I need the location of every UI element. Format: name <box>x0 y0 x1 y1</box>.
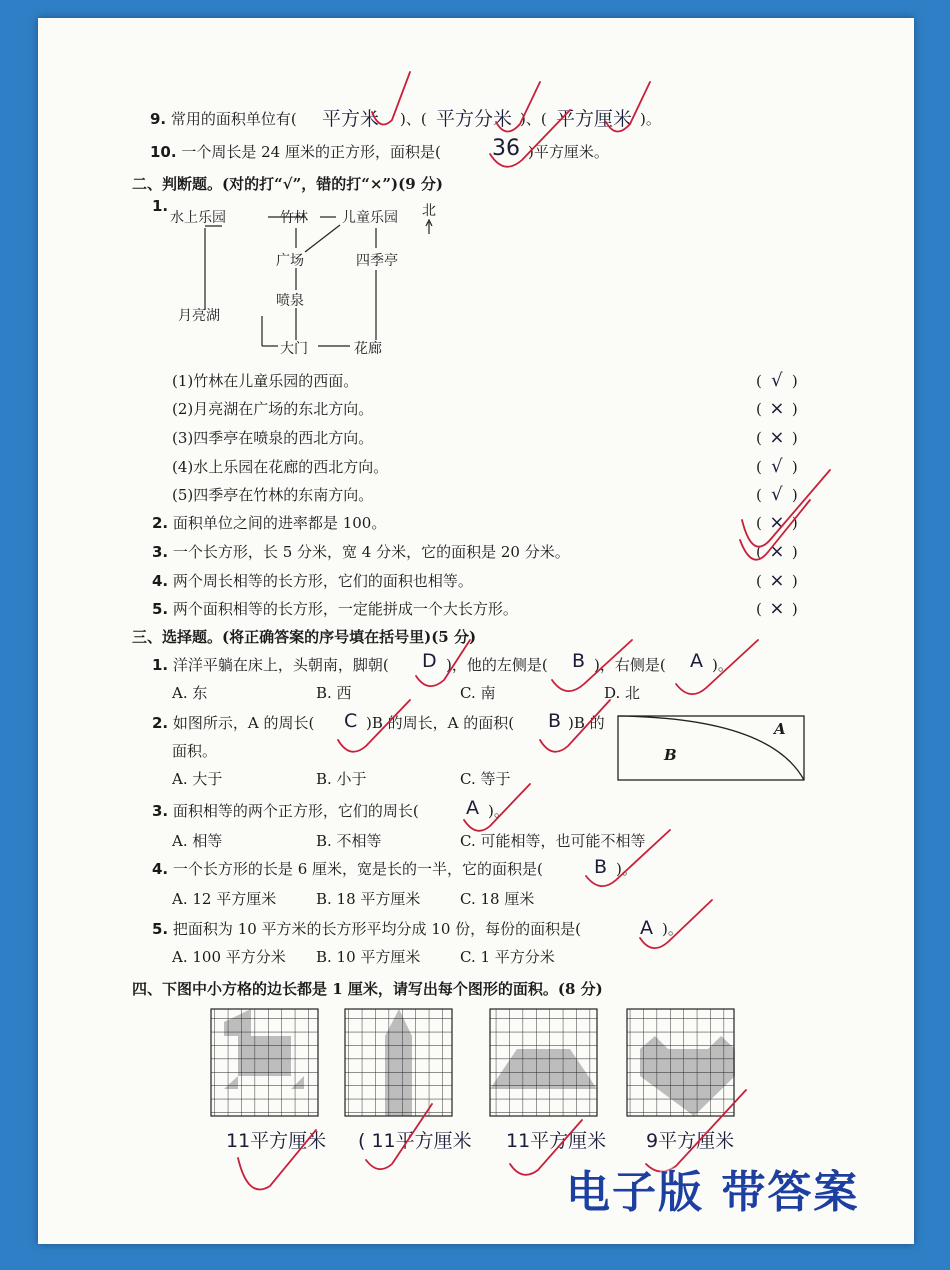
map-label-ertong: 儿童乐园 <box>342 210 398 226</box>
question-text: )B 的周长，A 的面积( <box>366 714 515 732</box>
judge-mark: × <box>769 427 785 448</box>
question-text: )。 <box>488 802 509 820</box>
judge-subitem: (4)水上乐园在花廊的西北方向。 <box>172 458 389 476</box>
map-label-yueliang: 月亮湖 <box>178 308 220 324</box>
judge-mark: × <box>769 570 785 591</box>
answer-blank: A <box>466 797 479 819</box>
option: B. 西 <box>316 684 352 702</box>
answer-blank: 平方厘米 <box>556 108 633 130</box>
question-number: 1. <box>152 656 169 674</box>
question-text: 一个周长是 24 厘米的正方形，面积是( <box>181 143 441 161</box>
figure-label-b: B <box>664 746 677 764</box>
judge-mark: √ <box>771 456 783 477</box>
answer-blank: 36 <box>492 136 520 161</box>
question-number: 3. <box>152 543 169 561</box>
question-number: 5. <box>152 600 169 618</box>
map-label-guangchang: 广场 <box>276 253 304 269</box>
separator: )。 <box>640 110 661 128</box>
map-label-north: 北 <box>422 203 436 219</box>
option: C. 南 <box>460 684 496 702</box>
question-text: )，他的左侧是( <box>446 656 548 674</box>
judge-subitem: (3)四季亭在喷泉的西北方向。 <box>172 429 374 447</box>
question-number: 4. <box>152 572 169 590</box>
judge-bracket: ( × ) <box>756 512 798 533</box>
option: C. 等于 <box>460 770 511 788</box>
question-text: 面积。 <box>172 742 218 760</box>
question-text: 把面积为 10 平方米的长方形平均分成 10 份，每份的面积是( <box>172 920 582 938</box>
separator: )、( <box>400 110 427 128</box>
question-text: )B 的 <box>568 714 605 732</box>
grid-answer-2: ( 11平方厘米 <box>358 1130 472 1152</box>
question-number: 4. <box>152 860 169 878</box>
question-text: 一个长方形，长 5 分米，宽 4 分米，它的面积是 20 分米。 <box>172 543 570 561</box>
question-text: )。 <box>712 656 733 674</box>
map-label-shuishang: 水上乐园 <box>170 210 226 226</box>
question-text: 两个周长相等的长方形，它们的面积也相等。 <box>172 572 473 590</box>
question-text: 常用的面积单位有( <box>170 110 297 128</box>
judge-subitem: (1)竹林在儿童乐园的西面。 <box>172 372 359 390</box>
judge-mark: × <box>769 512 785 533</box>
option: A. 东 <box>172 684 208 702</box>
option: B. 10 平方厘米 <box>316 948 421 966</box>
watermark-text: 电子版 带答案 <box>566 1167 860 1218</box>
map-label-hualang: 花廊 <box>354 341 382 357</box>
judge-mark: √ <box>771 484 783 505</box>
judge-mark: × <box>769 598 785 619</box>
option: A. 100 平方分米 <box>172 948 286 966</box>
answer-blank: 平方米 <box>322 108 380 130</box>
answer-blank: A <box>640 917 653 939</box>
option: C. 可能相等，也可能不相等 <box>460 832 646 850</box>
map-label-penquan: 喷泉 <box>276 293 304 309</box>
section-2-title: 二、判断题。(对的打“√”，错的打“×”)(9 分) <box>132 175 443 193</box>
grid-answer-4: 9平方厘米 <box>646 1130 735 1152</box>
judge-subitem: (5)四季亭在竹林的东南方向。 <box>172 486 374 504</box>
option: D. 北 <box>604 684 641 702</box>
question-text-end: )平方厘米。 <box>528 143 609 161</box>
judge-bracket: ( × ) <box>756 398 798 419</box>
judge-bracket: ( × ) <box>756 570 798 591</box>
question-number: 9. <box>150 110 167 128</box>
question-text: )。 <box>616 860 637 878</box>
question-number: 2. <box>152 514 169 532</box>
answer-blank: C <box>344 710 358 732</box>
map-label-damen: 大门 <box>280 341 308 357</box>
option: A. 大于 <box>172 770 223 788</box>
question-text: )。 <box>662 920 683 938</box>
question-text: 如图所示，A 的周长( <box>172 714 315 732</box>
figure-label-a: A <box>774 720 786 738</box>
question-text: 面积相等的两个正方形，它们的周长( <box>172 802 419 820</box>
judge-bracket: ( × ) <box>756 598 798 619</box>
option: B. 不相等 <box>316 832 382 850</box>
judge-bracket: ( √ ) <box>756 484 798 505</box>
separator: )、( <box>520 110 547 128</box>
judge-mark: × <box>769 398 785 419</box>
question-number: 5. <box>152 920 169 938</box>
judge-bracket: ( × ) <box>756 427 798 448</box>
option: B. 18 平方厘米 <box>316 890 421 908</box>
option: C. 1 平方分米 <box>460 948 555 966</box>
question-number: 1. <box>152 197 169 215</box>
judge-mark: × <box>769 541 785 562</box>
option: C. 18 厘米 <box>460 890 535 908</box>
section-3-title: 三、选择题。(将正确答案的序号填在括号里)(5 分) <box>132 628 477 646</box>
question-number: 3. <box>152 802 169 820</box>
answer-blank: B <box>548 710 562 732</box>
judge-bracket: ( √ ) <box>756 370 798 391</box>
judge-subitem: (2)月亮湖在广场的东北方向。 <box>172 400 374 418</box>
question-text: 洋洋平躺在床上，头朝南，脚朝( <box>172 656 389 674</box>
judge-mark: √ <box>771 370 783 391</box>
question-number: 10. <box>150 143 177 161</box>
judge-bracket: ( √ ) <box>756 456 798 477</box>
question-text: 两个面积相等的长方形，一定能拼成一个大长方形。 <box>172 600 518 618</box>
section-4-title: 四、下图中小方格的边长都是 1 厘米，请写出每个图形的面积。(8 分) <box>132 980 603 998</box>
grid-answer-3: 11平方厘米 <box>506 1130 607 1152</box>
question-text: 面积单位之间的进率都是 100。 <box>172 514 387 532</box>
map-label-zhulin: 竹林 <box>280 210 308 226</box>
question-text: )，右侧是( <box>594 656 666 674</box>
option: A. 12 平方厘米 <box>172 890 277 908</box>
grid-answer-1: 11平方厘米 <box>226 1130 327 1152</box>
option: B. 小于 <box>316 770 367 788</box>
answer-blank: A <box>690 650 703 672</box>
question-number: 2. <box>152 714 169 732</box>
question-text: 一个长方形的长是 6 厘米，宽是长的一半，它的面积是( <box>172 860 543 878</box>
answer-blank: 平方分米 <box>436 108 513 130</box>
answer-blank: B <box>572 650 586 672</box>
map-label-sijiting: 四季亭 <box>356 253 398 269</box>
answer-blank: B <box>594 856 608 878</box>
option: A. 相等 <box>172 832 223 850</box>
answer-blank: D <box>422 650 437 672</box>
judge-bracket: ( × ) <box>756 541 798 562</box>
